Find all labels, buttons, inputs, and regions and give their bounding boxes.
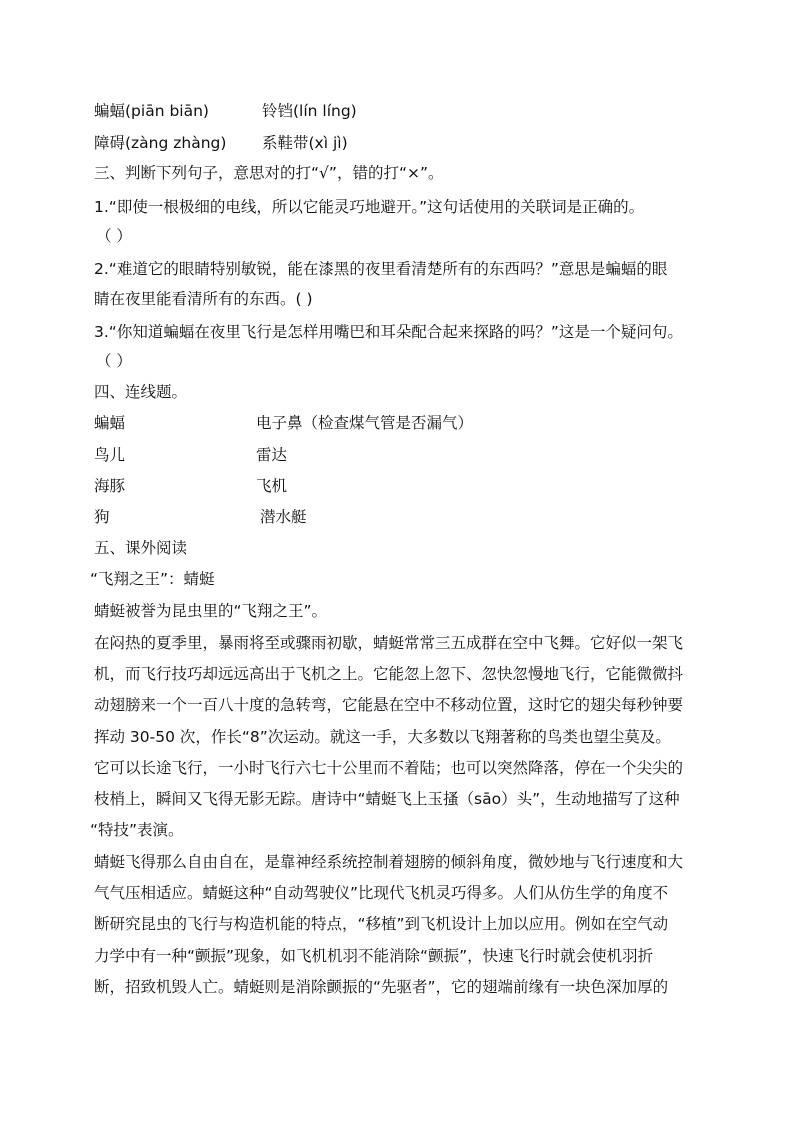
article-line: 气气压相适应。蜻蜓这种“自动驾驶仪”比现代飞机灵巧得多。人们从仿生学的角度不	[94, 884, 669, 902]
question-text: 3.“你知道蝙蝠在夜里飞行是怎样用嘴巴和耳朵配合起来探路的吗？”这是一个疑问句。	[94, 323, 683, 341]
article-line: 动翅膀来一个一百八十度的急转弯，它能悬在空中不移动位置，这时它的翅尖每秒钟要	[94, 696, 684, 714]
match-right-item: 飞机	[256, 477, 288, 495]
article-line: 在闷热的夏季里，暴雨将至或骤雨初歇，蜻蜓常常三五成群在空中飞舞。它好似一架飞	[94, 634, 684, 652]
vocab-item: 蝙蝠(piān biān)	[94, 102, 209, 120]
question-text: 睛在夜里能看清所有的东西。( )	[94, 290, 313, 308]
article-line: 蜻蜓被誉为昆虫里的“飞翔之王”。	[94, 602, 328, 620]
match-left-item: 海豚	[94, 477, 126, 495]
section-heading: 三、判断下列句子，意思对的打“√”，错的打“×”。	[94, 164, 444, 182]
article-line: 枝梢上，瞬间又飞得无影无踪。唐诗中“蜻蜓飞上玉搔（sāo）头”，生动地描写了这种	[94, 790, 680, 808]
match-left-item: 鸟儿	[94, 446, 126, 464]
section-heading: 四、连线题。	[94, 383, 188, 401]
question-text: 1.“即使一根极细的电线，所以它能灵巧地避开。”这句话使用的关联词是正确的。	[94, 198, 645, 216]
answer-blank: （ ）	[96, 352, 132, 370]
match-right-item: 潜水艇	[260, 508, 307, 526]
match-left-item: 狗	[94, 508, 110, 526]
article-line: 力学中有一种“颤振”现象，如飞机机羽不能消除“颤振”，快速飞行时就会使机羽折	[94, 947, 654, 965]
answer-blank: （ ）	[96, 227, 132, 245]
match-right-item: 雷达	[256, 446, 288, 464]
vocab-item: 铃铛(lín líng)	[262, 102, 357, 120]
vocab-item: 障碍(zàng zhàng)	[94, 134, 227, 152]
match-right-item: 电子鼻（检查煤气管是否漏气）	[256, 414, 474, 432]
article-line: 机，而飞行技巧却远远高出于飞机之上。它能忽上忽下、忽快忽慢地飞行，它能微微抖	[94, 665, 684, 683]
question-text: 2.“难道它的眼睛特别敏锐，能在漆黑的夜里看清楚所有的东西吗？”意思是蝙蝠的眼	[94, 260, 668, 278]
article-line: 断，招致机毁人亡。蜻蜓则是消除颤振的“先驱者”，它的翅端前缘有一块色深加厚的	[94, 978, 669, 996]
article-title: “飞翔之王”：蜻蜓	[90, 570, 215, 588]
section-heading: 五、课外阅读	[94, 539, 188, 557]
article-line: “特技”表演。	[90, 821, 184, 839]
article-line: 断研究昆虫的飞行与构造机能的特点，“移植”到飞机设计上加以应用。例如在空气动	[94, 915, 669, 933]
article-line: 蜻蜓飞得那么自由自在，是靠神经系统控制着翅膀的倾斜角度，微妙地与飞行速度和大	[94, 853, 684, 871]
article-line: 它可以长途飞行，一小时飞行六七十公里而不着陆；也可以突然降落，停在一个尖尖的	[94, 759, 684, 777]
article-line: 挥动 30-50 次，作长“8”次运动。就这一手，大多数以飞翔著称的鸟类也望尘莫及。	[94, 728, 671, 746]
vocab-item: 系鞋带(xì jì)	[262, 134, 348, 152]
match-left-item: 蝙蝠	[94, 414, 126, 432]
